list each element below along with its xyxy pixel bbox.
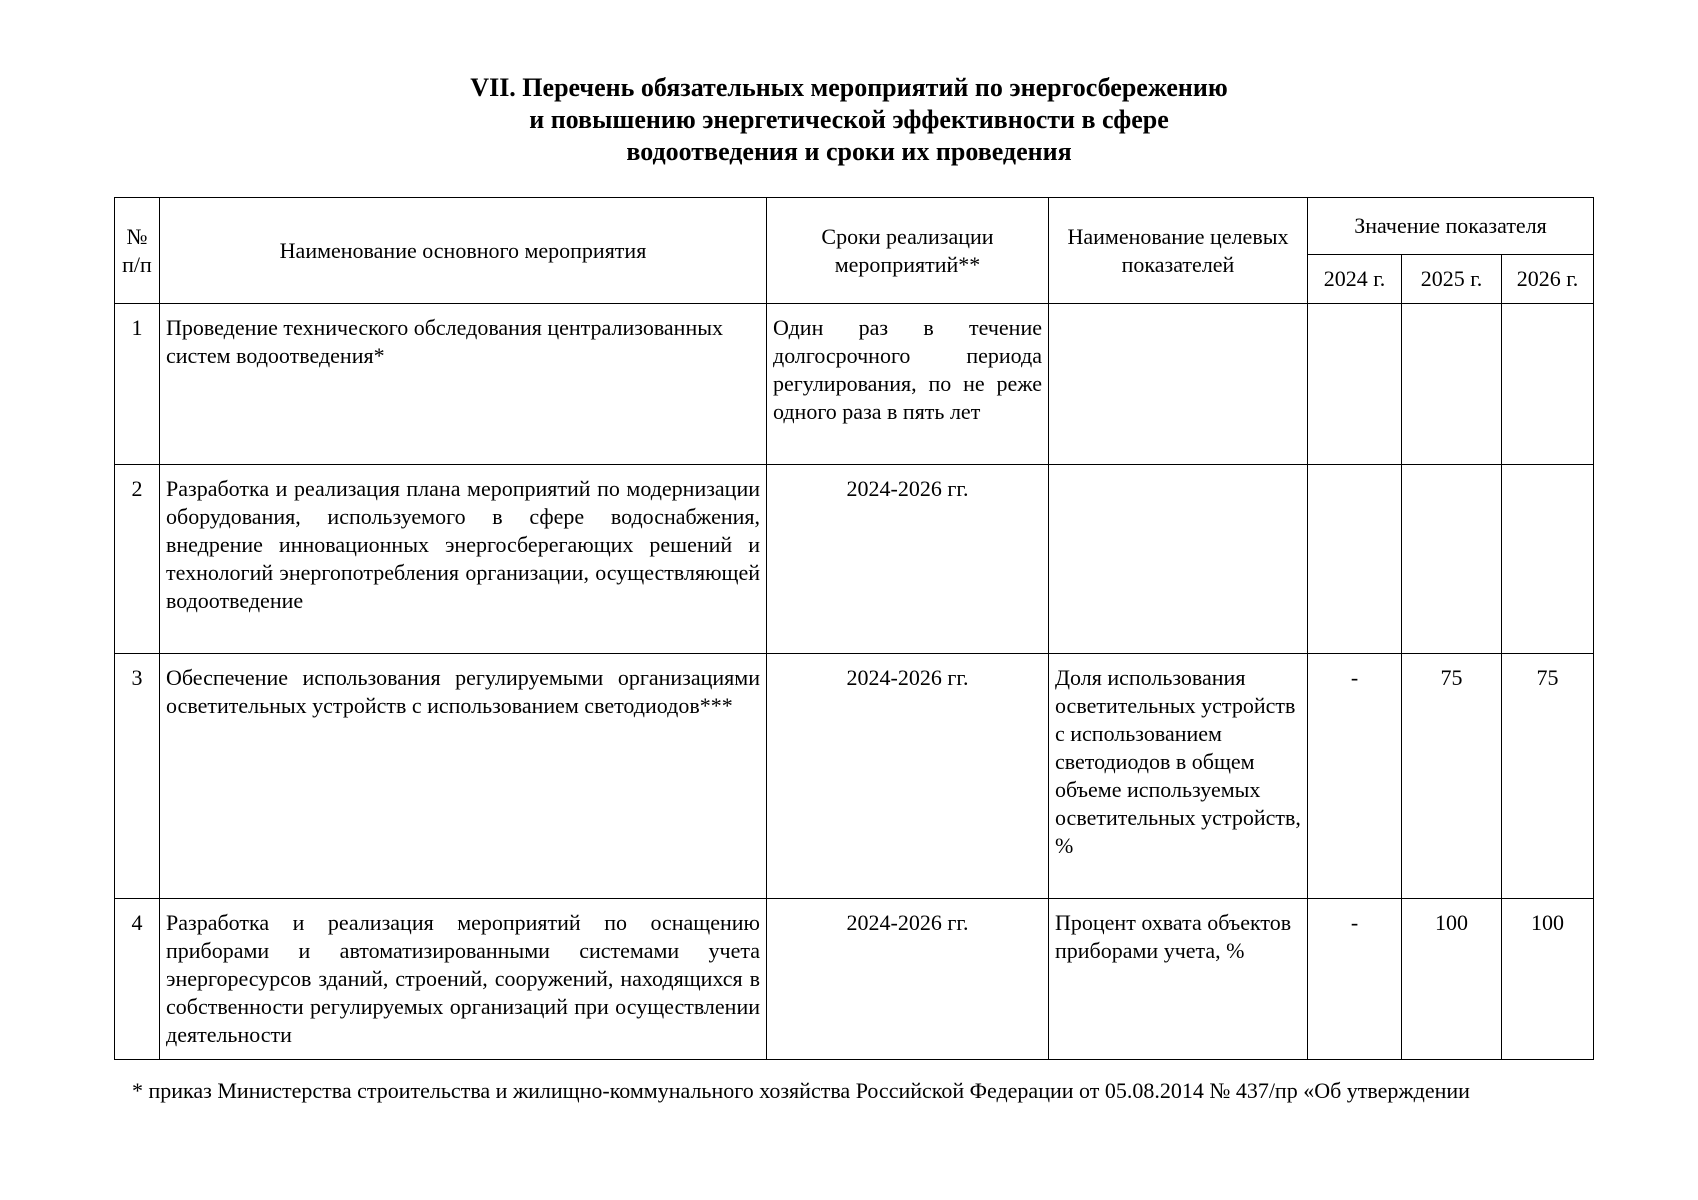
- row-value-2026: 75: [1502, 654, 1594, 899]
- row-terms: 2024-2026 гг.: [767, 654, 1049, 899]
- header-indicators: Наименование целевых показателей: [1049, 198, 1308, 304]
- header-name: Наименование основного мероприятия: [160, 198, 767, 304]
- table-row: [115, 304, 1594, 465]
- header-terms: Сроки реализации мероприятий**: [767, 198, 1049, 304]
- header-year-2025: 2025 г.: [1402, 255, 1502, 304]
- row-num: 4: [115, 899, 160, 1060]
- row-value-2024: [1308, 465, 1402, 654]
- row-terms: Один раз в течение долгосрочного периода регулирования, по не реже одного раза в пять лет: [767, 304, 1049, 465]
- title-line-3: водоотведения и сроки их проведения: [626, 137, 1072, 166]
- row-indicator: [1049, 465, 1308, 654]
- row-terms: 2024-2026 гг.: [767, 899, 1049, 1060]
- row-num: 2: [115, 465, 160, 654]
- row-name: Проведение технического обследования централизованных систем водоотведения*: [160, 304, 767, 465]
- table-row: [115, 465, 1594, 654]
- row-terms: 2024-2026 гг.: [767, 465, 1049, 654]
- row-name: Разработка и реализация плана мероприятий по модернизации оборудования, используемого в сфере водоснабжения, внедрение инновационных энергосберегающих решений и технологий энергопотребления организации, осуществляющей водоотведение: [160, 465, 767, 654]
- row-value-2026: [1502, 465, 1594, 654]
- table-row: [115, 654, 1594, 899]
- header-year-2024: 2024 г.: [1308, 255, 1402, 304]
- row-value-2024: -: [1308, 654, 1402, 899]
- header-year-2026: 2026 г.: [1502, 255, 1594, 304]
- row-value-2025: 100: [1402, 899, 1502, 1060]
- row-value-2026: 100: [1502, 899, 1594, 1060]
- title-line-1: VII. Перечень обязательных мероприятий по энергосбережению: [470, 73, 1228, 102]
- row-value-2025: [1402, 465, 1502, 654]
- row-num: 3: [115, 654, 160, 899]
- row-indicator: [1049, 304, 1308, 465]
- header-num: № п/п: [115, 198, 160, 304]
- footnote: * приказ Министерства строительства и жилищно-коммунального хозяйства Российской Федерации от 05.08.2014 № 437/пр «Об утверждении: [132, 1078, 1470, 1103]
- row-name: Обеспечение использования регулируемыми организациями осветительных устройств с использованием светодиодов***: [160, 654, 767, 899]
- row-value-2026: [1502, 304, 1594, 465]
- measures-table: [114, 197, 1594, 1060]
- header-value-group: Значение показателя: [1308, 198, 1594, 255]
- title-line-2: и повышению энергетической эффективности в сфере: [529, 105, 1169, 134]
- row-num: 1: [115, 304, 160, 465]
- table-row: [115, 899, 1594, 1060]
- row-indicator: Доля использования осветительных устройств с использованием светодиодов в общем объеме используемых осветительных устройств, %: [1049, 654, 1308, 899]
- row-value-2024: [1308, 304, 1402, 465]
- row-value-2025: 75: [1402, 654, 1502, 899]
- row-value-2024: -: [1308, 899, 1402, 1060]
- page-title: [0, 72, 1698, 168]
- row-value-2025: [1402, 304, 1502, 465]
- row-name: Разработка и реализация мероприятий по оснащению приборами и автоматизированными системами учета энергоресурсов зданий, строений, сооружений, находящихся в собственности регулируемых организаций при осуществлении деятельности: [160, 899, 767, 1060]
- row-indicator: Процент охвата объектов приборами учета, %: [1049, 899, 1308, 1060]
